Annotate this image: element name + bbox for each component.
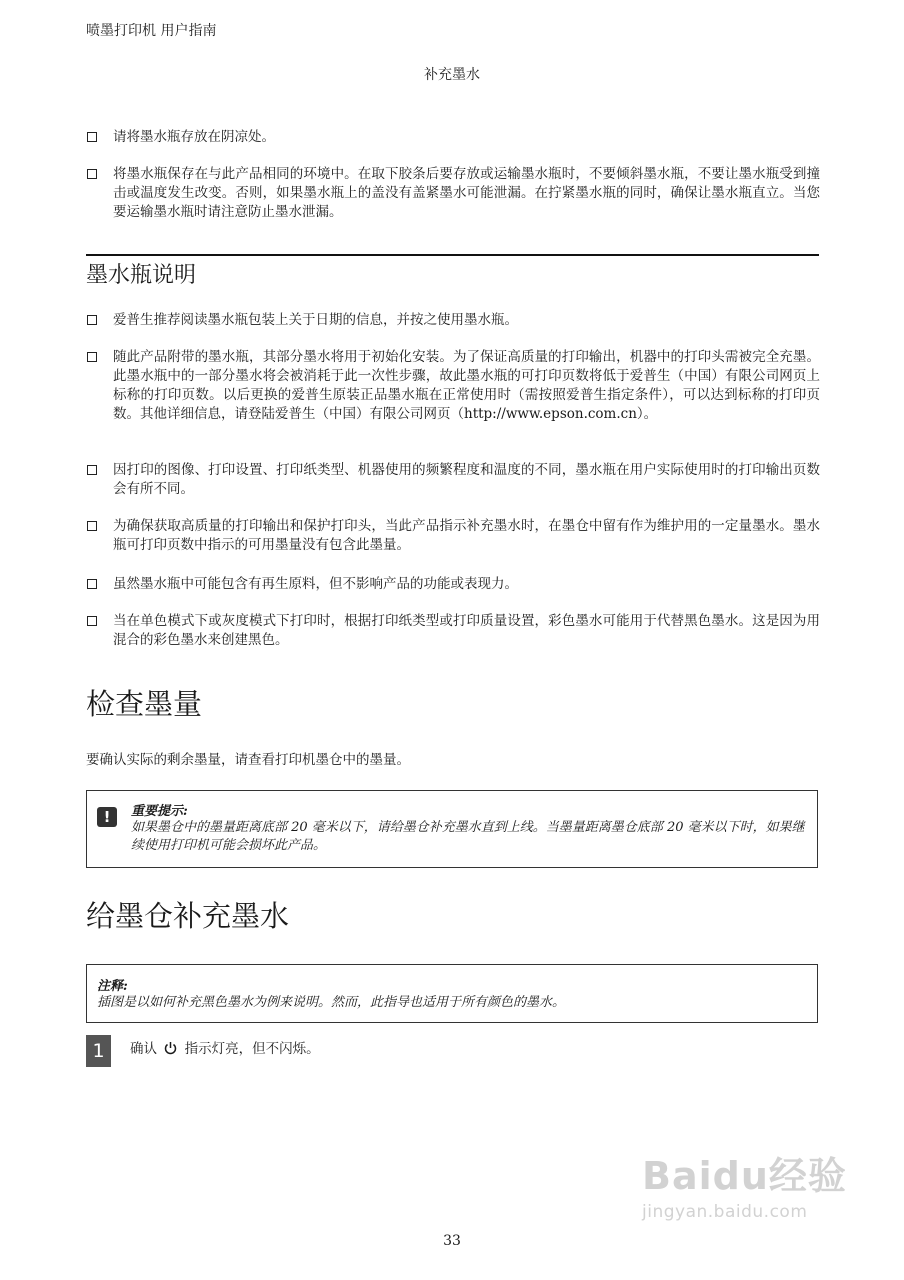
checkbox-bullet-icon <box>87 579 97 589</box>
note-text: 插图是以如何补充黑色墨水为例来说明。然而，此指导也适用于所有颜色的墨水。 <box>97 995 566 1010</box>
section-title: 补充墨水 <box>424 67 480 83</box>
note-title: 注释: <box>97 979 128 994</box>
checkbox-bullet-icon <box>87 616 97 626</box>
checkbox-bullet-icon <box>87 169 97 179</box>
storage-bullet-2: 将墨水瓶保存在与此产品相同的环境中。在取下胶条后要存放或运输墨水瓶时，不要倾斜墨水瓶，不要让墨水瓶受到撞击或温度发生改变。否则，如果墨水瓶上的盖没有盖紧墨水可能泄漏。在拧紧墨水瓶的同时，确保让墨水瓶直立。当您要运输墨水瓶时请注意防止墨水泄漏。 <box>86 165 820 222</box>
baidu-watermark <box>642 1145 847 1222</box>
exclamation-icon: ! <box>97 807 117 827</box>
watermark-url: jingyan.baidu.com <box>642 1202 808 1222</box>
checkbox-bullet-icon <box>87 352 97 362</box>
step-number: 1 <box>86 1035 111 1067</box>
checkbox-bullet-icon <box>87 315 97 325</box>
note-box <box>86 964 818 1023</box>
check-ink-heading: 检查墨量 <box>86 687 203 721</box>
refill-heading: 给墨仓补充墨水 <box>86 899 290 933</box>
step-text-after: 指示灯亮，但不闪烁。 <box>184 1041 320 1057</box>
checkbox-bullet-icon <box>87 465 97 475</box>
step-text <box>130 1037 320 1057</box>
section-divider <box>86 254 819 256</box>
watermark-logo-text: Baidu经验 <box>642 1154 847 1198</box>
important-text: 如果墨仓中的墨量距离底部 20 毫米以下，请给墨仓补充墨水直到上线。当墨量距离墨仓底部 20 毫米以下时，如果继续使用打印机可能会损坏此产品。 <box>131 820 805 853</box>
checkbox-bullet-icon <box>87 521 97 531</box>
step-text-before: 确认 <box>130 1041 157 1057</box>
bottle-bullet-4: 为确保获取高质量的打印输出和保护打印头，当此产品指示补充墨水时，在墨仓中留有作为维护用的一定量墨水。墨水瓶可打印页数中指示的可用墨量没有包含此墨量。 <box>86 517 820 555</box>
storage-bullet-1: 请将墨水瓶存放在阴凉处。 <box>86 128 820 147</box>
bottle-bullet-1: 爱普生推荐阅读墨水瓶包装上关于日期的信息，并按之使用墨水瓶。 <box>86 311 820 330</box>
check-ink-intro: 要确认实际的剩余墨量，请查看打印机墨仓中的墨量。 <box>86 752 410 768</box>
bottle-bullet-6: 当在单色模式下或灰度模式下打印时，根据打印纸类型或打印质量设置，彩色墨水可能用于代替黑色墨水。这是因为用混合的彩色墨水来创建黑色。 <box>86 612 820 650</box>
bottle-bullet-5: 虽然墨水瓶中可能包含有再生原料，但不影响产品的功能或表现力。 <box>86 575 820 594</box>
important-title: 重要提示: <box>131 804 188 819</box>
checkbox-bullet-icon <box>87 132 97 142</box>
bottle-info-heading: 墨水瓶说明 <box>86 263 197 288</box>
document-title: 喷墨打印机 用户指南 <box>86 23 217 39</box>
important-notice-box <box>86 790 818 868</box>
power-icon <box>164 1041 177 1055</box>
bottle-bullet-3: 因打印的图像、打印设置、打印纸类型、机器使用的频繁程度和温度的不同，墨水瓶在用户实际使用时的打印输出页数会有所不同。 <box>86 461 820 499</box>
bottle-bullet-2: 随此产品附带的墨水瓶，其部分墨水将用于初始化安装。为了保证高质量的打印输出，机器中的打印头需被完全充墨。此墨水瓶中的一部分墨水将会被消耗于此一次性步骤，故此墨水瓶的可打印页数将低于爱普生（中国）有限公司网页上标称的打印页数。以后更换的爱普生原装正品墨水瓶在正常使用时（需按照爱普生指定条件），可以达到标称的打印页数。其他详细信息，请登陆爱普生（中国）有限公司网页（http://www.epson.com.cn）。 <box>86 348 820 424</box>
page-number: 33 <box>443 1233 461 1249</box>
